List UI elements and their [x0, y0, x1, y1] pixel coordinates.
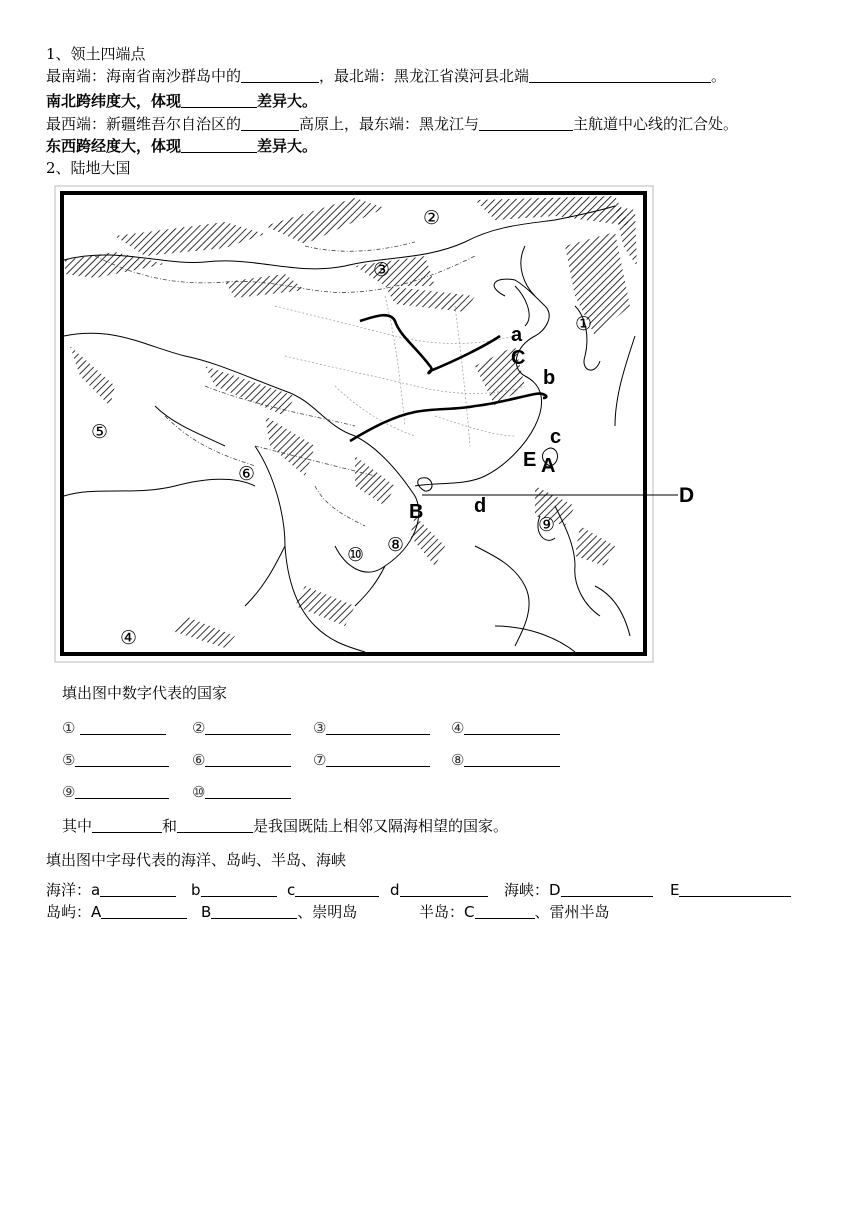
country-5-label: ⑤: [62, 751, 76, 769]
both-text-3: 是我国既陆上相邻又隔海相望的国家。: [253, 817, 509, 835]
oceans-straits-row: [46, 880, 826, 900]
map-number-label: ⑧: [387, 534, 405, 556]
map-number-label: ⑨: [538, 514, 556, 536]
country-5-blank[interactable]: [75, 750, 169, 767]
country-10-blank[interactable]: [205, 782, 291, 799]
map-number-label: ⑩: [347, 544, 365, 566]
south-blank[interactable]: [241, 66, 319, 83]
both-text-1: 其中: [62, 817, 93, 835]
strait-d-blank[interactable]: [561, 880, 653, 897]
chongming-text: 、崇明岛: [297, 903, 358, 921]
ocean-a-letter: a: [91, 881, 101, 899]
west-mid: 高原上，最东端：黑龙江与: [299, 115, 480, 133]
ocean-c-letter: c: [287, 881, 296, 899]
east-asia-map: [55, 186, 695, 662]
country-1-blank[interactable]: [80, 718, 166, 735]
west-blank[interactable]: [241, 114, 299, 131]
strait-e-letter: E: [670, 881, 680, 899]
ocean-d-blank[interactable]: [400, 880, 488, 897]
strait-label: 海峡：: [504, 881, 550, 899]
section-1-heading: 1、领土四端点: [46, 45, 146, 63]
section-2-heading: 2、陆地大国: [46, 159, 131, 177]
map-number-label: ⑥: [238, 463, 256, 485]
country-6-blank[interactable]: [205, 750, 291, 767]
south-label: 最南端：海南省南沙群岛中的: [46, 67, 242, 85]
country-2-blank[interactable]: [205, 718, 291, 735]
country-2-label: ②: [192, 719, 206, 737]
country-8-blank[interactable]: [464, 750, 560, 767]
island-a-blank[interactable]: [101, 902, 187, 919]
countries-row-2: [62, 750, 622, 770]
ocean-b-blank[interactable]: [201, 880, 277, 897]
map-letter-label: a: [511, 324, 523, 346]
map-number-label: ⑤: [91, 421, 109, 443]
countries-row-3: [62, 782, 622, 802]
country-7-label: ⑦: [313, 751, 327, 769]
ocean-a-blank[interactable]: [100, 880, 176, 897]
country-7-blank[interactable]: [326, 750, 430, 767]
ew-blank[interactable]: [181, 136, 257, 153]
ew-bold-2: 差异大。: [257, 137, 318, 155]
map-number-label: ③: [373, 259, 391, 281]
country-4-blank[interactable]: [464, 718, 560, 735]
ocean-b-letter: b: [191, 881, 201, 899]
map-number-label: ②: [423, 207, 441, 229]
letters-prompt: 填出图中字母代表的海洋、岛屿、半岛、海峡: [46, 851, 347, 869]
island-label: 岛屿：: [46, 903, 92, 921]
ew-bold-1: 东西跨经度大，体现: [46, 137, 182, 155]
country-1-label: ①: [62, 719, 76, 737]
north-blank[interactable]: [529, 66, 711, 83]
both-text-2: 和: [162, 817, 178, 835]
country-3-blank[interactable]: [326, 718, 430, 735]
map-letter-label: d: [474, 495, 487, 517]
peninsula-c-blank[interactable]: [475, 902, 535, 919]
ew-longitude-line: [46, 136, 317, 156]
map-letter-label: E: [523, 449, 537, 471]
country-9-blank[interactable]: [75, 782, 169, 799]
country-8-label: ⑧: [451, 751, 465, 769]
land-sea-neighbors-line: [62, 816, 508, 836]
both-blank-1[interactable]: [92, 816, 162, 833]
countries-row-1: [62, 718, 622, 738]
east-end: 主航道中心线的汇合处。: [573, 115, 739, 133]
country-6-label: ⑥: [192, 751, 206, 769]
map-letter-label: C: [511, 347, 526, 369]
ns-bold-2: 差异大。: [257, 92, 318, 110]
island-a-letter: A: [91, 903, 102, 921]
island-b-blank[interactable]: [211, 902, 297, 919]
westernmost-line: [46, 114, 738, 134]
west-label: 最西端：新疆维吾尔自治区的: [46, 115, 242, 133]
north-label: ，最北端：黑龙江省漠河县北端: [319, 67, 530, 85]
islands-peninsulas-row: [46, 902, 826, 922]
island-b-letter: B: [201, 903, 212, 921]
ns-latitude-line: [46, 91, 317, 111]
country-9-label: ⑨: [62, 783, 76, 801]
ocean-d-letter: d: [390, 881, 400, 899]
map-letter-label: b: [543, 367, 556, 389]
map-number-label: ④: [120, 627, 138, 649]
strait-e-blank[interactable]: [679, 880, 791, 897]
map-letter-label: A: [541, 455, 556, 477]
country-10-label: ⑩: [192, 783, 206, 801]
country-3-label: ③: [313, 719, 327, 737]
both-blank-2[interactable]: [177, 816, 253, 833]
ocean-c-blank[interactable]: [295, 880, 379, 897]
peninsula-c-letter: C: [464, 903, 475, 921]
ns-bold-1: 南北跨纬度大，体现: [46, 92, 182, 110]
map-letter-label: B: [409, 501, 424, 523]
peninsula-label: 半岛：: [419, 903, 465, 921]
strait-d-letter: D: [549, 881, 561, 899]
north-end: 。: [711, 67, 727, 85]
leizhou-text: 、雷州半岛: [534, 903, 610, 921]
ocean-label: 海洋：: [46, 881, 92, 899]
map-letter-label: c: [550, 426, 562, 448]
map-number-label: ①: [575, 313, 593, 335]
ns-blank[interactable]: [181, 91, 257, 108]
countries-prompt: 填出图中数字代表的国家: [62, 684, 228, 702]
map-letter-label: D: [679, 484, 695, 507]
southernmost-line: [46, 66, 726, 86]
east-blank[interactable]: [479, 114, 573, 131]
country-4-label: ④: [451, 719, 465, 737]
